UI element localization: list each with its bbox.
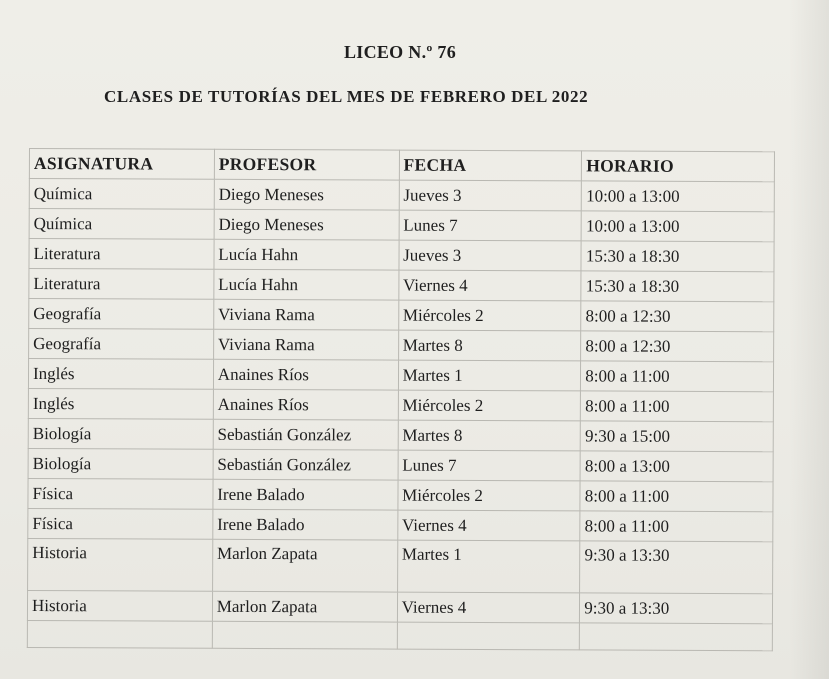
cell-time: 9:30 a 15:00 — [580, 421, 773, 452]
table-row — [29, 179, 774, 212]
cell-subject: Inglés — [28, 388, 213, 419]
cell-time: 9:30 a 13:30 — [580, 593, 773, 624]
tutoring-schedule-table — [27, 148, 775, 651]
table-row — [28, 538, 773, 593]
cell-time: 9:30 a 13:30 — [580, 541, 773, 594]
cell-date: Jueves 3 — [399, 240, 582, 271]
cell-date: Miércoles 2 — [398, 480, 581, 511]
cell-teacher: Irene Balado — [213, 479, 398, 510]
table-row-empty — [27, 620, 772, 650]
table-row — [28, 359, 773, 392]
cell-time: 8:00 a 11:00 — [581, 391, 774, 422]
cell-teacher: Anaines Ríos — [213, 389, 398, 420]
cell-teacher: Viviana Rama — [214, 299, 399, 330]
cell-date: Miércoles 2 — [398, 390, 581, 421]
cell-subject — [27, 620, 212, 648]
cell-teacher: Irene Balado — [213, 509, 398, 540]
cell-time: 8:00 a 12:30 — [581, 301, 774, 332]
cell-date: Martes 1 — [397, 540, 580, 593]
column-header-subject: ASIGNATURA — [29, 149, 214, 180]
cell-teacher: Sebastián González — [213, 419, 398, 450]
cell-subject: Inglés — [28, 359, 213, 390]
table-row — [28, 418, 773, 451]
cell-teacher: Diego Meneses — [214, 209, 399, 240]
cell-teacher: Viviana Rama — [213, 329, 398, 360]
cell-teacher: Lucía Hahn — [214, 269, 399, 300]
cell-teacher: Marlon Zapata — [212, 539, 397, 592]
cell-time: 10:00 a 13:00 — [581, 211, 774, 242]
cell-time: 8:00 a 11:00 — [580, 481, 773, 512]
table-row — [29, 299, 774, 332]
cell-time: 15:30 a 18:30 — [581, 271, 774, 302]
table-row — [29, 329, 774, 362]
cell-subject: Geografía — [29, 329, 214, 360]
cell-time: 8:00 a 13:00 — [580, 451, 773, 482]
document-title: CLASES DE TUTORÍAS DEL MES DE FEBRERO DEL 2022 — [104, 87, 589, 106]
cell-subject: Biología — [28, 448, 213, 479]
column-header-time: HORARIO — [582, 151, 775, 182]
cell-subject: Química — [29, 209, 214, 240]
table-row — [28, 388, 773, 421]
cell-date: Miércoles 2 — [398, 300, 581, 331]
cell-date: Lunes 7 — [398, 450, 581, 481]
table-row — [28, 448, 773, 481]
cell-subject: Química — [29, 179, 214, 210]
cell-time: 8:00 a 12:30 — [581, 331, 774, 362]
cell-date: Viernes 4 — [397, 592, 580, 623]
cell-date: Martes 8 — [398, 330, 581, 361]
cell-time: 10:00 a 13:00 — [582, 181, 775, 212]
cell-time: 15:30 a 18:30 — [581, 241, 774, 272]
cell-subject: Física — [28, 478, 213, 509]
cell-teacher: Diego Meneses — [214, 179, 399, 210]
school-name: LICEO N.º 76 — [343, 42, 457, 62]
cell-subject: Física — [28, 508, 213, 539]
table-header-row — [29, 149, 774, 182]
cell-date: Jueves 3 — [399, 180, 582, 211]
cell-teacher: Marlon Zapata — [212, 591, 397, 622]
cell-time — [580, 623, 773, 651]
cell-date: Viernes 4 — [398, 270, 581, 301]
cell-subject: Historia — [27, 590, 212, 621]
cell-subject: Geografía — [29, 299, 214, 330]
cell-teacher: Anaines Ríos — [213, 359, 398, 390]
cell-teacher — [212, 621, 397, 649]
cell-teacher: Sebastián González — [213, 449, 398, 480]
table-row — [28, 508, 773, 541]
cell-subject: Biología — [28, 418, 213, 449]
cell-time: 8:00 a 11:00 — [581, 361, 774, 392]
column-header-date: FECHA — [399, 150, 582, 181]
cell-subject: Historia — [28, 538, 213, 591]
cell-date: Viernes 4 — [397, 510, 580, 541]
table-row — [29, 209, 774, 242]
cell-date: Martes 8 — [398, 420, 581, 451]
table-row — [29, 269, 774, 302]
cell-teacher: Lucía Hahn — [214, 239, 399, 270]
cell-date: Lunes 7 — [399, 210, 582, 241]
cell-date — [397, 622, 580, 650]
paper-edge-shadow — [789, 0, 829, 679]
cell-subject: Literatura — [29, 269, 214, 300]
cell-time: 8:00 a 11:00 — [580, 511, 773, 542]
cell-date: Martes 1 — [398, 360, 581, 391]
cell-subject: Literatura — [29, 239, 214, 270]
table-row — [28, 478, 773, 511]
column-header-teacher: PROFESOR — [214, 149, 399, 180]
table-row — [29, 239, 774, 272]
table-row — [27, 590, 772, 623]
